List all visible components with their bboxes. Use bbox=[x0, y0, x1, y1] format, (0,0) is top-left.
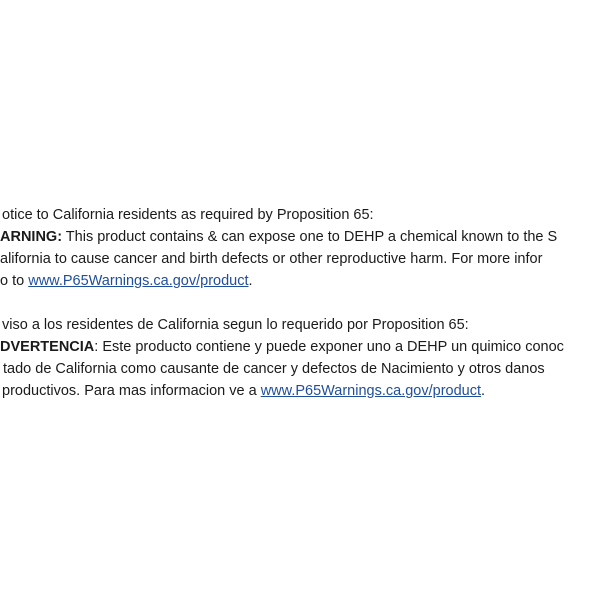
spanish-more-info-suffix: . bbox=[481, 383, 486, 399]
spanish-warning-line bbox=[0, 336, 564, 358]
spanish-warning-label: DVERTENCIA bbox=[0, 339, 95, 355]
english-warning-label: ARNING: bbox=[0, 229, 63, 245]
english-warning-text: This product contains & can expose one to DEHP a chemical known to the S bbox=[62, 229, 558, 245]
english-more-info-prefix: o to bbox=[0, 273, 29, 289]
english-notice-intro: otice to California residents as required by Proposition 65: bbox=[2, 207, 374, 223]
spanish-notice-intro: viso a los residentes de California segun lo requerido por Proposition 65: bbox=[2, 317, 469, 333]
spanish-warning-continued: tado de California como causante de cancer y defectos de Nacimiento y otros danos bbox=[3, 361, 545, 377]
english-p65-link[interactable]: www.P65Warnings.ca.gov/product bbox=[28, 273, 249, 289]
spanish-p65-link[interactable]: www.P65Warnings.ca.gov/product bbox=[260, 383, 481, 399]
english-more-info-suffix: . bbox=[248, 273, 253, 289]
english-warning-line bbox=[0, 226, 557, 248]
english-warning-continued: alifornia to cause cancer and birth defects or other reproductive harm. For more infor bbox=[0, 251, 543, 267]
english-more-info-line bbox=[0, 270, 253, 292]
spanish-more-info-prefix: productivos. Para mas informacion ve a bbox=[2, 383, 261, 399]
spanish-warning-text: : Este producto contiene y puede exponer uno a DEHP un quimico conoc bbox=[94, 339, 564, 355]
spanish-more-info-line bbox=[2, 380, 485, 402]
